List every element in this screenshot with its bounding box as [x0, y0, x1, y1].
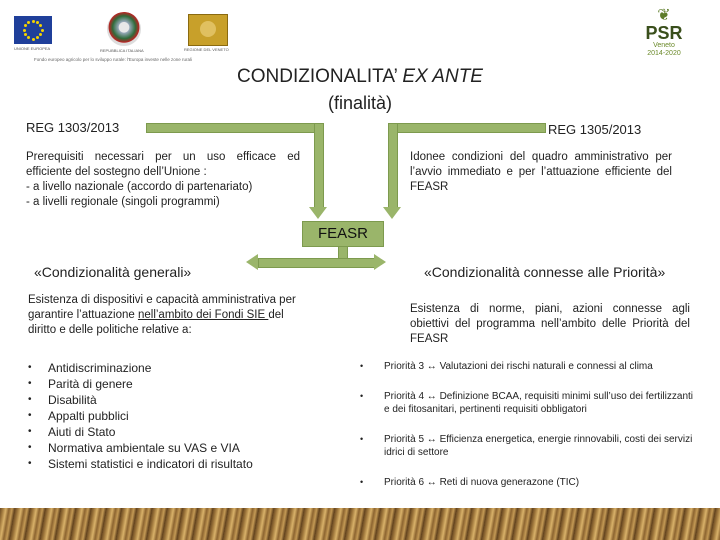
list-item: • Aiuti di Stato — [28, 424, 318, 440]
general-description — [28, 293, 312, 338]
list-item: • Priorità 3 ↔ Valutazioni dei rischi naturali e connessi al clima — [360, 360, 700, 373]
eu-star-icon — [23, 29, 26, 32]
arrow-left-icon — [246, 254, 258, 270]
eu-star-icon — [39, 33, 42, 36]
eu-star-icon — [36, 21, 39, 24]
general-desc-pre: Esistenza di dispositivi e capacità amministrativa per garantire l’attuazione — [28, 294, 296, 321]
psr-logo-region: Veneto — [653, 42, 675, 49]
arrow-down-right-icon — [383, 207, 401, 219]
eu-star-icon — [24, 33, 27, 36]
psr-logo — [638, 8, 690, 66]
arrow-down-left-icon — [309, 207, 327, 219]
psr-logo-name: PSR — [645, 23, 683, 43]
psr-logo-period: 2014-2020 — [647, 50, 681, 57]
list-item: • Appalti pubblici — [28, 408, 318, 424]
right-intro: Idonee condizioni del quadro amministrativo per l’avvio immediato e per l’attuazione efficiente del FEASR — [410, 151, 672, 193]
italy-emblem-logo — [107, 12, 141, 46]
reg-left-label: REG 1303/2013 — [26, 120, 120, 135]
eu-star-icon — [41, 29, 44, 32]
page-subtitle: (finalità) — [327, 93, 393, 113]
priority-list — [360, 360, 700, 500]
left-intro-line-3: - a livelli regionale (singoli programmi) — [26, 196, 220, 208]
page-title — [0, 66, 720, 88]
left-intro-line-2: - a livello nazionale (accordo di partenariato) — [26, 181, 253, 193]
leaf-icon: ❦ — [657, 7, 671, 24]
list-item: • Priorità 6 ↔ Reti di nuova generazone (TIC) — [360, 476, 700, 489]
feasr-box: FEASR — [302, 221, 384, 247]
italy-label: REPUBBLICA ITALIANA — [100, 48, 144, 53]
connector-right-vertical — [388, 123, 398, 208]
arrow-right-icon — [374, 254, 386, 270]
veneto-label: REGIONE DEL VENETO — [184, 47, 229, 52]
list-item: • Parità di genere — [28, 376, 318, 392]
eu-star-icon — [27, 21, 30, 24]
list-item: • Priorità 4 ↔ Definizione BCAA, requisiti minimi sull’uso dei fertilizzanti e dei fitosanitari, pertinenti requisiti obbligatori — [360, 390, 700, 416]
eu-star-icon — [36, 36, 39, 39]
connector-left-vertical — [314, 123, 324, 208]
list-item: • Antidiscriminazione — [28, 360, 318, 376]
eu-star-icon — [32, 38, 35, 41]
list-item: • Priorità 5 ↔ Efficienza energetica, energie rinnovabili, costi dei servizi idrici di settore — [360, 433, 700, 459]
list-item: • Disabilità — [28, 392, 318, 408]
eu-star-icon — [27, 36, 30, 39]
eu-flag-logo — [14, 16, 52, 44]
fund-note: Fondo europeo agricolo per lo sviluppo rurale: l'Europa investe nelle zone rurali — [34, 57, 192, 62]
eu-star-icon — [24, 24, 27, 27]
general-list — [28, 360, 318, 472]
title-italic: EX ANTE — [402, 66, 483, 87]
veneto-logo — [188, 14, 228, 46]
eu-star-icon — [32, 20, 35, 23]
connector-right-horizontal — [396, 123, 546, 133]
connector-center-horizontal — [258, 258, 376, 268]
reg-right-label: REG 1305/2013 — [548, 122, 642, 137]
connector-left-horizontal — [146, 123, 324, 133]
general-desc-underline: nell’ambito dei Fondi SIE — [137, 309, 269, 321]
priority-title: «Condizionalità connesse alle Priorità» — [424, 264, 666, 280]
list-item: • Sistemi statistici e indicatori di risultato — [28, 456, 318, 472]
eu-label: UNIONE EUROPEA — [14, 46, 51, 51]
title-main: CONDIZIONALITA’ — [237, 66, 398, 87]
eu-star-icon — [39, 24, 42, 27]
list-item: • Normativa ambientale su VAS e VIA — [28, 440, 318, 456]
general-title: «Condizionalità generali» — [34, 264, 192, 280]
left-intro-line-1: Prerequisiti necessari per un uso efficace ed efficiente del sostegno dell’Unione : — [26, 151, 300, 178]
left-intro — [26, 150, 300, 210]
wheat-field-band — [0, 508, 720, 540]
priority-description: Esistenza di norme, piani, azioni connesse agli obiettivi del programma nell’ambito delle Priorità del FEASR — [410, 303, 690, 345]
general-desc-post: del diritto e delle politiche relative a: — [28, 309, 284, 336]
